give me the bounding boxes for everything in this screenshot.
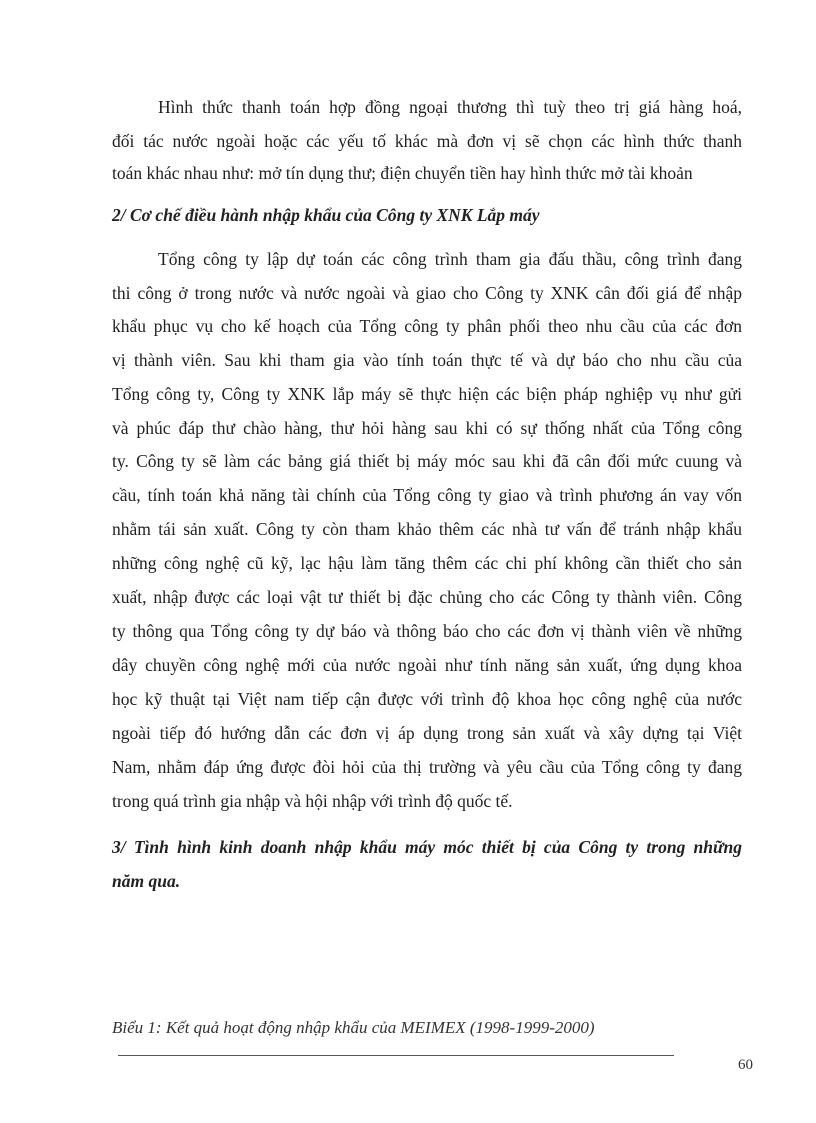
paragraph-line: Tổng công ty lập dự toán các công trình tham gia đấu thầu, công trình đang [158, 249, 742, 269]
paragraph-line: khẩu phục vụ cho kế hoạch của Tổng công ty phân phối theo nhu cầu của các đơn [112, 316, 742, 336]
paragraph-line: dây chuyền công nghệ mới của nước ngoài như tính năng sản xuất, ứng dụng khoa [112, 655, 742, 675]
paragraph-line: xuất, nhập được các loại vật tư thiết bị đặc chủng cho các Công ty thành viên. Công [112, 587, 742, 607]
heading-line: năm qua. [112, 871, 181, 891]
footer-divider [118, 1055, 674, 1056]
section-heading-2: 2/ Cơ chế điều hành nhập khẩu của Công ty XNK Lắp máy [112, 205, 540, 225]
paragraph-line: trong quá trình gia nhập và hội nhập với trình độ quốc tế. [112, 791, 513, 811]
table-caption: Biểu 1: Kết quả hoạt động nhập khẩu của MEIMEX (1998-1999-2000) [112, 1018, 595, 1037]
paragraph-line: Nam, nhằm đáp ứng được đòi hỏi của thị trường và yêu cầu của Tổng công ty đang [112, 757, 742, 777]
paragraph-line: Hình thức thanh toán hợp đồng ngoại thương thì tuỳ theo trị giá hàng hoá, [158, 97, 742, 117]
paragraph-line: nhằm tái sản xuất. Công ty còn tham khảo thêm các nhà tư vấn để tránh nhập khẩu [112, 519, 742, 539]
paragraph-line: ngoài tiếp đó hướng dẫn các đơn vị áp dụng trong sản xuất và xây dựng tại Việt [112, 723, 742, 743]
heading-line: 3/ Tình hình kinh doanh nhập khẩu máy móc thiết bị của Công ty trong những [112, 837, 742, 857]
paragraph-line: toán khác nhau như: mở tín dụng thư; điện chuyển tiền hay hình thức mở tài khoản [112, 163, 693, 183]
paragraph-line: Tổng công ty, Công ty XNK lắp máy sẽ thực hiện các biện pháp nghiệp vụ như gửi [112, 384, 742, 404]
page-number: 60 [738, 1057, 753, 1073]
paragraph-line: và phúc đáp thư chào hàng, thư hỏi hàng sau khi có sự thống nhất của Tổng công [112, 418, 742, 438]
paragraph-line: học kỹ thuật tại Việt nam tiếp cận được với trình độ khoa học công nghệ của nước [112, 689, 742, 709]
paragraph-line: vị thành viên. Sau khi tham gia vào tính toán thực tế và dự báo cho nhu cầu của [112, 350, 742, 370]
paragraph-line: ty. Công ty sẽ làm các bảng giá thiết bị máy móc sau khi đã cân đối mức cuung và [112, 451, 742, 471]
paragraph-line: ty thông qua Tổng công ty dự báo và thông báo cho các đơn vị thành viên về những [112, 621, 742, 641]
paragraph-line: đối tác nước ngoài hoặc các yếu tố khác mà đơn vị sẽ chọn các hình thức thanh [112, 131, 742, 151]
paragraph-line: thi công ở trong nước và nước ngoài và giao cho Công ty XNK cân đối giá để nhập [112, 283, 742, 303]
paragraph-line: những công nghệ cũ kỹ, lạc hậu làm tăng thêm các chi phí không cần thiết cho sản [112, 553, 742, 573]
paragraph-line: cầu, tính toán khả năng tài chính của Tổng công ty giao và trình phương án vay vốn [112, 485, 742, 505]
